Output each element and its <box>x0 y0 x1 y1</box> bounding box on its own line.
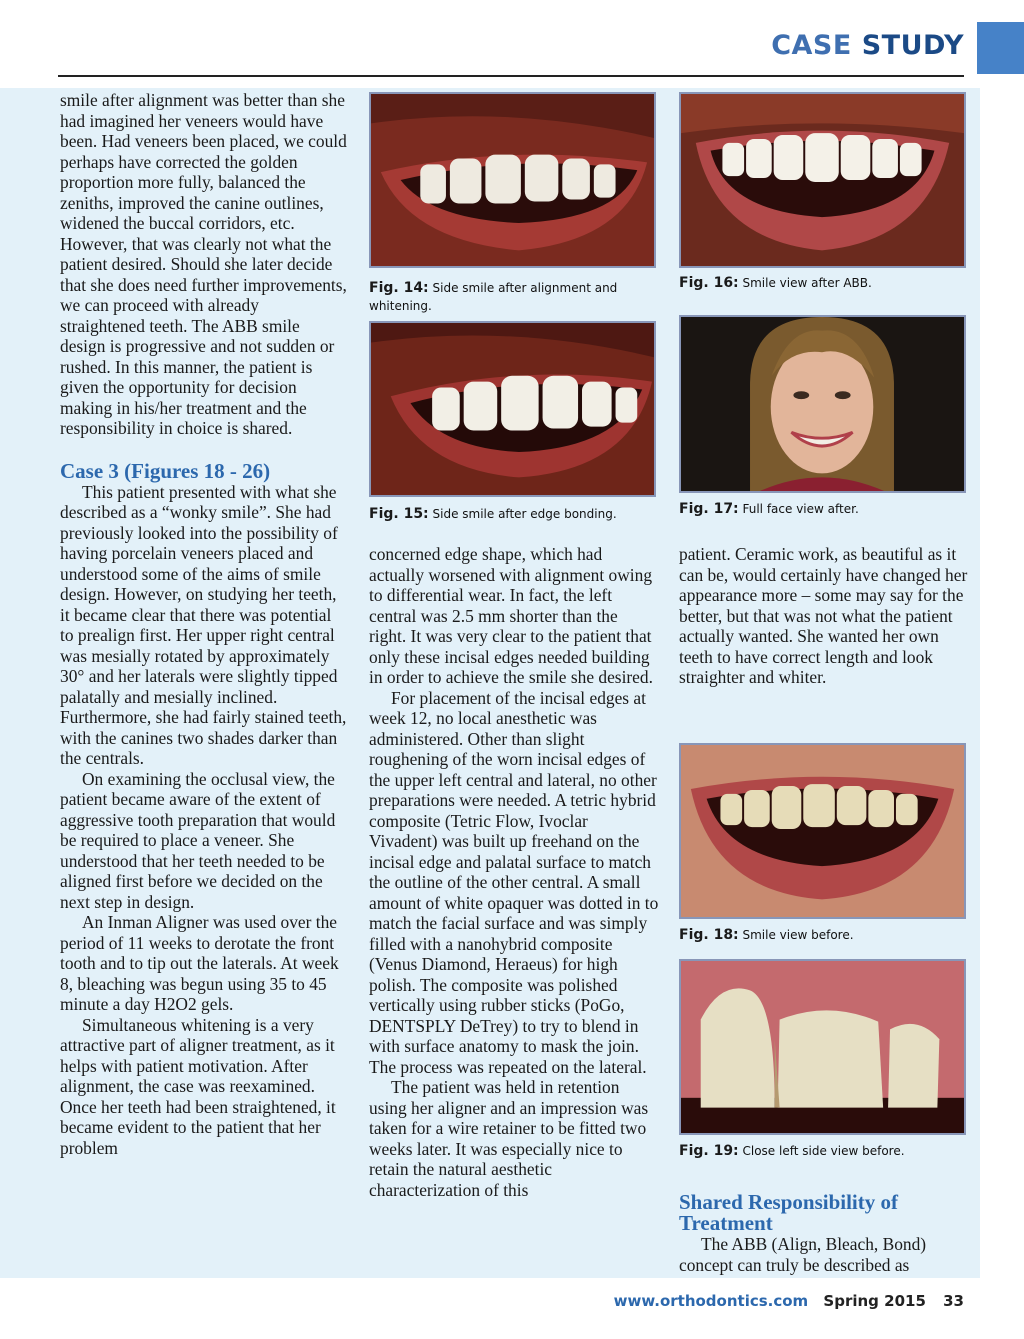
figure-15-caption <box>369 505 656 523</box>
figure-number: Fig. 18: <box>679 927 739 943</box>
header-divider <box>58 75 964 77</box>
section-label-bold: STUDY <box>861 30 964 61</box>
body-paragraph: smile after alignment was better than she had imagined her veneers would have been. Had veneers been placed, we could perhaps have corrected the golden proportion more fully, balanced the zeniths, improved the canine outlines, widened the buccal corridors, etc. However, that was clearly not what the patient desired. Should she later decide that she does need further improvements, we can proceed with already straightened teeth. The ABB smile design is progressive and not sudden or rushed. In this manner, the patient is given the opportunity for decision making in his/her treatment and the responsibility in choice is shared. <box>60 90 347 438</box>
body-paragraph: On examining the occlusal view, the patient became aware of the extent of aggressive tooth preparation that would be required to place a veneer. She understood that her teeth needed to be aligned first before we decided on the next step in design. <box>60 768 336 912</box>
caption-text: Full face view after. <box>742 502 859 516</box>
column-left <box>60 90 348 1158</box>
page-number: 33 <box>943 1292 964 1310</box>
caption-text: Side smile after edge bonding. <box>432 507 617 521</box>
section-heading-shared-responsibility: Shared Responsibility of Treatment <box>679 1190 898 1235</box>
figure-number: Fig. 16: <box>679 275 739 291</box>
column-middle <box>369 544 659 1200</box>
column-right-top <box>679 544 969 688</box>
figure-16-image <box>679 92 966 268</box>
footer-issue: Spring 2015 <box>823 1292 926 1310</box>
figure-number: Fig. 17: <box>679 501 739 517</box>
body-paragraph: An Inman Aligner was used over the period of 11 weeks to derotate the front tooth and to tip out the laterals. At week 8, bleaching was begun using 35 to 45 minute a day H2O2 gels. <box>60 912 339 1014</box>
figure-18-caption <box>679 926 966 944</box>
figure-number: Fig. 19: <box>679 1143 739 1159</box>
section-heading-case-3: Case 3 (Figures 18 - 26) <box>60 458 271 483</box>
figure-14-image <box>369 92 656 268</box>
caption-text: Smile view before. <box>742 928 854 942</box>
header-tab-marker <box>977 22 1024 74</box>
body-paragraph: patient. Ceramic work, as beautiful as it can be, would certainly have changed her appearance more – some may say for the better, but that was not what the patient actually wanted. She wanted her own teeth to have correct length and look straighter and whiter. <box>679 544 968 687</box>
figure-14-caption <box>369 279 656 315</box>
figure-16-caption <box>679 274 966 292</box>
figure-19-caption <box>679 1142 966 1160</box>
caption-text: Smile view after ABB. <box>742 276 872 290</box>
figure-15-image <box>369 321 656 497</box>
section-label <box>771 30 964 61</box>
caption-text: Side smile after alignment and whitening. <box>369 281 618 313</box>
page-footer <box>614 1292 964 1310</box>
figure-19-image <box>679 959 966 1135</box>
figure-18-image <box>679 743 966 919</box>
section-label-light: CASE <box>771 30 852 61</box>
figure-17-caption <box>679 500 966 518</box>
figure-number: Fig. 14: <box>369 280 429 296</box>
column-right-bottom <box>679 1192 969 1275</box>
body-paragraph: The patient was held in retention using her aligner and an impression was taken for a wire retainer to be fitted two weeks later. It was especially nice to retain the natural aesthetic characterization of this <box>369 1077 649 1200</box>
body-paragraph: The ABB (Align, Bleach, Bond) concept can truly be described as <box>679 1234 927 1275</box>
footer-url[interactable]: www.orthodontics.com <box>613 1292 809 1310</box>
body-paragraph: For placement of the incisal edges at week 12, no local anesthetic was administered. Other than slight roughening of the worn incisal edges of the upper left central and lateral, no other preparations were needed. A tetric hybrid composite (Tetric Flow, Ivoclar Vivadent) was built up freehand on the incisal edge and palatal surface to match the outline of the other central. A small amount of white opaquer was dotted in to match the facial surface and was simply filled with a nanohybrid composite (Venus Diamond, Heraeus) for high polish. The composite was polished vertically using rubber sticks (PoGo, DENTSPLY DeTrey) to try to blend in with surface anatomy to mask the join. The process was repeated on the lateral. <box>369 687 659 1077</box>
figure-number: Fig. 15: <box>369 506 429 522</box>
body-paragraph: This patient presented with what she described as a “wonky smile”. She had previously looked into the possibility of having porcelain veneers placed and understood some of the aims of smile design. However, on studying her teeth, it became clear that there was potential to prealign first. Her upper right central was mesially rotated by approximately 30° and her laterals were slightly tipped palatally and mesially inclined. Furthermore, she had fairly stained teeth, with the canines two shades darker than the centrals. <box>60 481 347 768</box>
body-paragraph: concerned edge shape, which had actually worsened with alignment owing to differential wear. In fact, the left central was 2.5 mm shorter than the right. It was very clear to the patient that only these incisal edges needed building in order to achieve the smile she desired. <box>369 544 653 687</box>
body-paragraph: Simultaneous whitening is a very attractive part of aligner treatment, as it helps with patient motivation. After alignment, the case was reexamined. Once her teeth had been straightened, it became evident to the patient that her problem <box>60 1014 336 1158</box>
figure-17-image <box>679 315 966 493</box>
caption-text: Close left side view before. <box>742 1144 905 1158</box>
